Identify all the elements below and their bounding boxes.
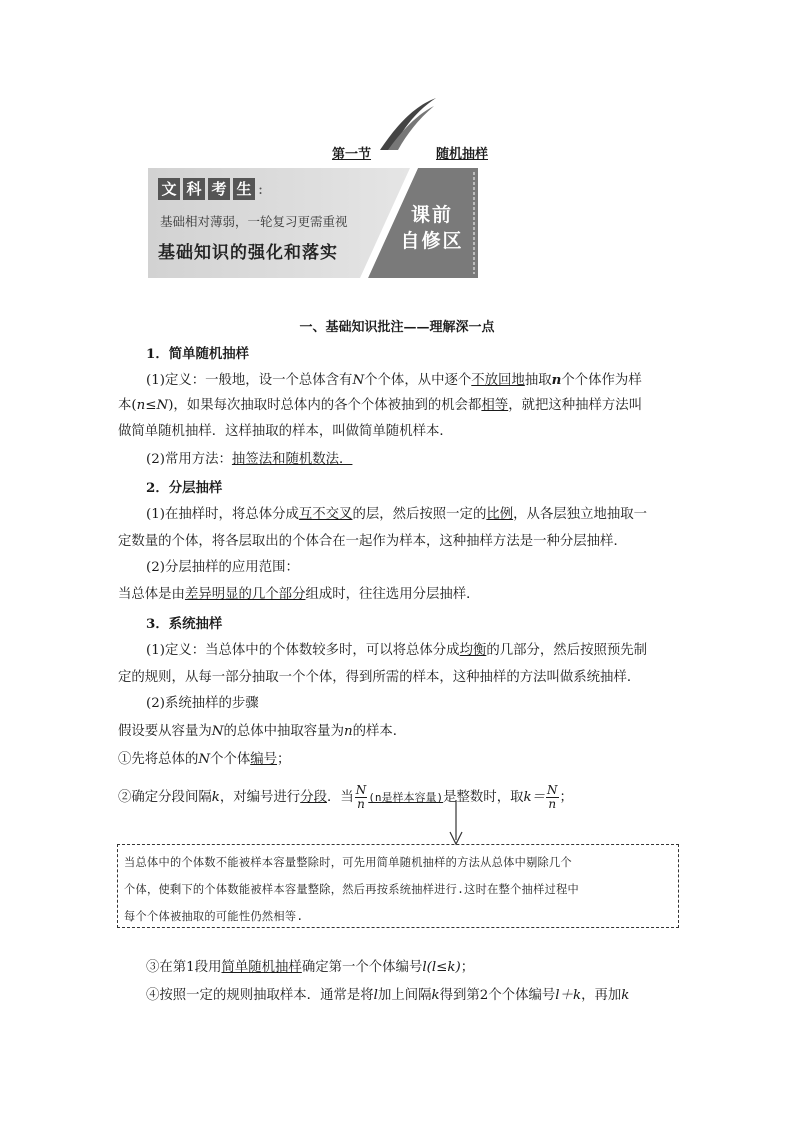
s2-p2: 定数量的个体，将各层取出的个体合在一起作为样本，这种抽样方法是一种分层抽样． <box>118 534 627 549</box>
s1-def-line1 <box>118 370 706 391</box>
banner-tag-char: 科 <box>183 178 205 200</box>
note-line: 当总体中的个体数不能被样本容量整除时，可先用简单随机抽样的方法从总体中剔除几个 <box>124 856 573 869</box>
text: 的层，然后按照一定的 <box>352 507 487 522</box>
s1-def-line2 <box>118 396 678 416</box>
var: k <box>211 790 220 805</box>
s3-step4 <box>118 986 706 1006</box>
section-heading: 一、基础知识批注——理解深一点 <box>299 320 495 335</box>
s3-p3: (2)系统抽样的步骤 <box>146 696 259 711</box>
text: (1)定义：当总体中的个体数较多时，可以将总体分成 <box>146 643 460 658</box>
s1-def-line3: 做简单随机抽样．这样抽取的样本，叫做简单随机样本． <box>118 424 453 439</box>
underlined: 不放回地 <box>471 373 525 388</box>
banner <box>148 168 478 278</box>
s3-title: 3．系统抽样 <box>146 616 223 632</box>
text: ③在第1段用 <box>146 960 222 975</box>
underlined: 抽签法和随机数法． <box>231 452 353 467</box>
banner-right-line2: 自修区 <box>400 230 464 252</box>
s1-title: 1．简单随机抽样 <box>146 346 250 362</box>
var: k＝ <box>523 790 545 805</box>
text: (1)在抽样时，将总体分成 <box>146 507 299 522</box>
numerator: N <box>355 783 367 797</box>
underlined: 编号 <box>250 752 278 767</box>
section-topic: 随机抽样 <box>436 147 489 162</box>
section-number: 第一节 <box>332 147 372 162</box>
text: 是整数时，取 <box>443 790 524 805</box>
text: 本( <box>118 398 137 413</box>
text: ，从各层独立地抽取一 <box>513 507 648 522</box>
underlined: 差异明显的几个部分 <box>184 587 306 602</box>
denominator: n <box>548 797 557 811</box>
s3-step2 <box>118 784 678 811</box>
underlined: 比例 <box>486 507 514 522</box>
annotation-box <box>117 844 679 928</box>
banner-tag-char: 考 <box>208 178 230 200</box>
down-arrow-icon <box>448 800 464 846</box>
s3-step1 <box>118 750 678 770</box>
text: ； <box>460 960 475 975</box>
text: ．当 <box>326 790 354 805</box>
var: n≤N <box>136 398 169 413</box>
text: 确定第一个个体编号 <box>301 960 423 975</box>
inline-note: (n是样本容量) <box>368 791 444 804</box>
text: 的几部分，然后按照预先制 <box>486 643 648 658</box>
text: 加上间隔 <box>377 988 432 1003</box>
var: N <box>352 373 365 388</box>
var: n <box>551 372 562 388</box>
s2-p4 <box>118 585 678 605</box>
banner-tag-colon: : <box>258 180 264 198</box>
banner-tag <box>158 178 263 200</box>
text: 假设要从容量为 <box>118 724 212 739</box>
var: k <box>431 988 440 1003</box>
text: 的样本． <box>352 724 407 739</box>
var: N <box>211 724 224 739</box>
text: 个个体作为样 <box>561 373 642 388</box>
numerator: N <box>547 783 558 797</box>
section-title <box>0 143 794 163</box>
text: 组成时，往往选用分层抽样． <box>305 587 480 602</box>
banner-right-line1: 课前 <box>410 204 453 226</box>
text: ，再加 <box>581 988 622 1003</box>
text: 个个体，从中逐个 <box>364 373 472 388</box>
banner-subtitle: 基础相对薄弱，一轮复习更需重视 <box>160 214 348 229</box>
underlined: 简单随机抽样 <box>221 960 302 975</box>
text: 个个体 <box>210 752 251 767</box>
text: ，对编号进行 <box>219 790 301 805</box>
underlined: 互不交叉 <box>298 507 353 522</box>
denominator: n <box>357 797 365 811</box>
fraction-N-over-n <box>546 784 559 811</box>
text: ； <box>277 752 291 767</box>
s3-p4 <box>118 722 678 742</box>
fraction-N-over-n <box>355 784 368 811</box>
s3-step3 <box>118 958 706 978</box>
underlined: 相等 <box>481 398 509 413</box>
underlined: 均衡 <box>459 643 487 658</box>
note-line: 每个个体被抽取的可能性仍然相等. <box>124 910 304 923</box>
var: l＋k <box>555 988 582 1003</box>
text: ①先将总体的 <box>118 752 199 767</box>
s2-p1 <box>118 505 706 525</box>
note-line: 个体，使剩下的个体数能被样本容量整除，然后再按系统抽样进行.这时在整个抽样过程中 <box>124 883 580 896</box>
text: 的总体中抽取容量为 <box>223 724 344 739</box>
text: ④按照一定的规则抽取样本．通常是将 <box>146 988 374 1003</box>
s3-p2: 定的规则，从每一部分抽取一个个体，得到所需的样本，这种抽样的方法叫做系统抽样． <box>118 670 641 685</box>
text: (1)定义：一般地，设一个总体含有 <box>146 373 353 388</box>
banner-right-label <box>394 202 470 254</box>
text: ； <box>559 790 573 805</box>
text: ②确定分段间隔 <box>118 790 212 805</box>
banner-main-text: 基础知识的强化和落实 <box>158 243 338 263</box>
underlined: 分段 <box>300 790 327 805</box>
banner-tag-char: 文 <box>158 178 180 200</box>
text: 当总体是由 <box>118 587 185 602</box>
s2-title: 2．分层抽样 <box>146 480 223 496</box>
var: k <box>621 988 630 1003</box>
text: )，如果每次抽取时总体内的各个个体被抽到的机会都 <box>168 398 482 413</box>
text: (2)常用方法： <box>146 452 232 467</box>
s2-p3: (2)分层抽样的应用范围： <box>146 560 299 575</box>
var: l <box>373 988 378 1003</box>
text: 抽取 <box>524 373 552 388</box>
var: n <box>343 724 353 739</box>
banner-tag-char: 生 <box>233 178 255 200</box>
text: ，就把这种抽样方法叫 <box>508 398 643 413</box>
var: N <box>198 752 211 767</box>
var: l(l≤k) <box>422 960 461 975</box>
text: 得到第2个个体编号 <box>439 988 556 1003</box>
s3-p1 <box>118 641 706 661</box>
s1-methods <box>118 450 706 470</box>
